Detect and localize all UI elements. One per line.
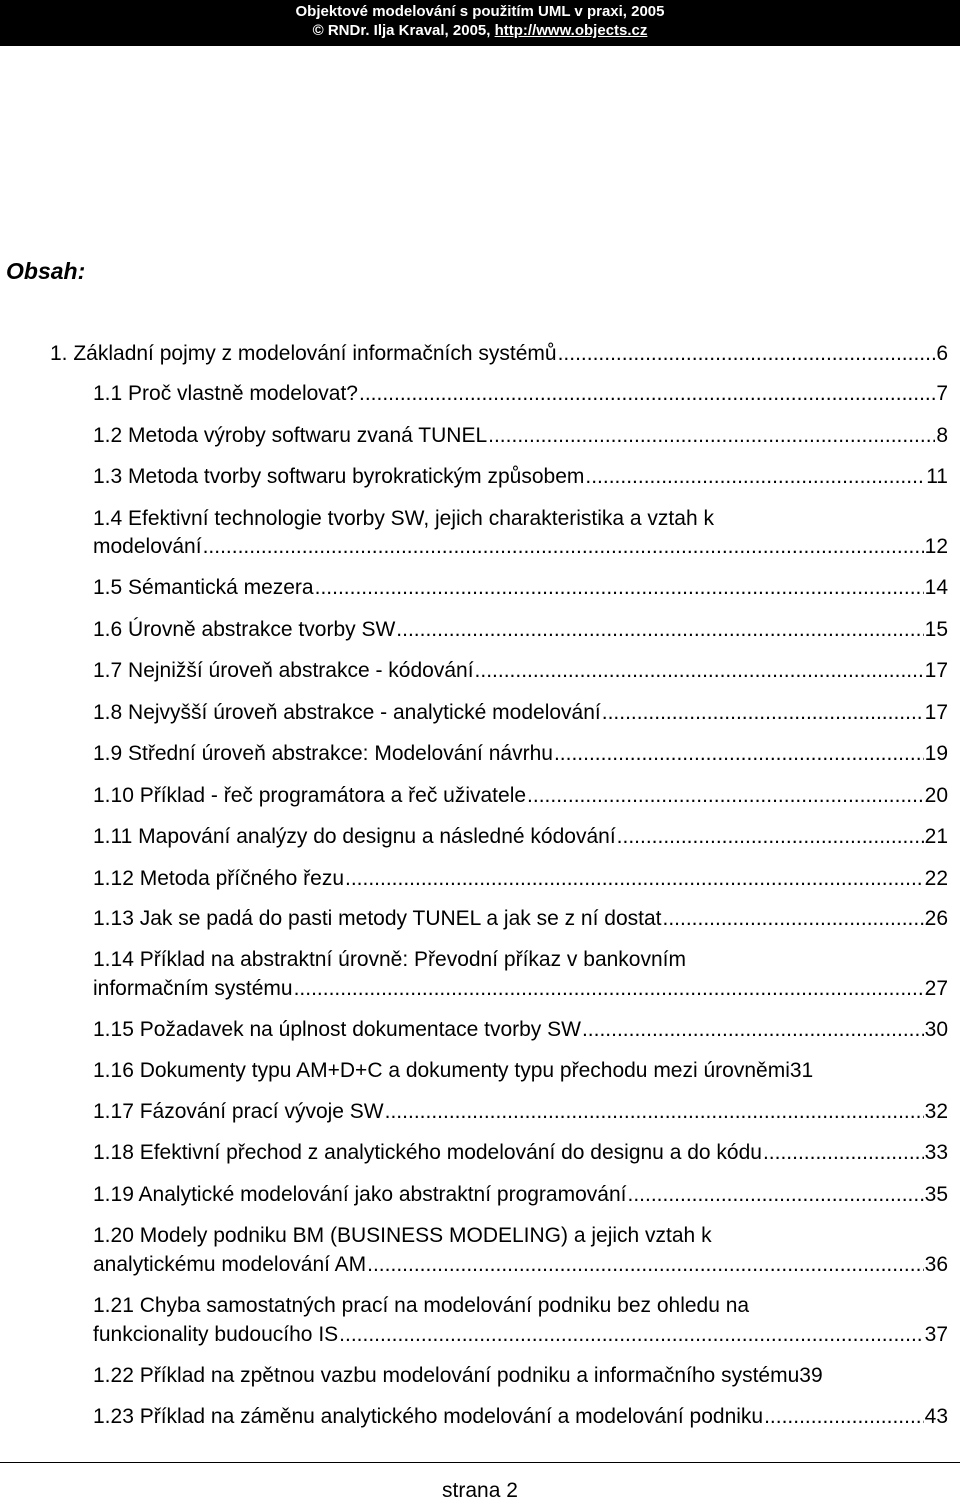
- toc-leader-dots: [764, 1404, 924, 1430]
- toc-leader-dots: [359, 381, 935, 407]
- toc-leader-dots: [602, 700, 924, 726]
- toc-entry-page: 11: [926, 465, 948, 488]
- toc-entry-text: 1.15 Požadavek na úplnost dokumentace tvorby SW: [93, 1018, 581, 1041]
- toc-entry-text: 1.10 Příklad - řeč programátora a řeč uživatele: [93, 784, 527, 807]
- toc-leader-dots: [558, 341, 936, 367]
- toc-entry[interactable]: [93, 1363, 956, 1389]
- toc-leader-dots: [488, 423, 935, 449]
- toc-entry-page: 7: [936, 382, 948, 405]
- toc-entry-text: 1.8 Nejvyšší úroveň abstrakce - analytické modelování: [93, 701, 601, 724]
- toc-entry-page: 37: [924, 1323, 948, 1346]
- toc-entry[interactable]: [93, 1252, 948, 1278]
- toc-entry-text: 1.9 Střední úroveň abstrakce: Modelování návrhu: [93, 742, 553, 765]
- toc-leader-dots: [475, 658, 924, 684]
- toc-entry-page: 27: [924, 977, 948, 1000]
- header-copyright: © RNDr. Ilja Kraval, 2005,: [312, 22, 495, 39]
- toc-leader-dots: [627, 1182, 923, 1208]
- toc-leader-dots: [663, 906, 924, 932]
- toc-entry-page: 12: [924, 535, 948, 558]
- toc-entry-first-line[interactable]: 1.4 Efektivní technologie tvorby SW, jejich charakteristika a vztah k: [93, 507, 714, 530]
- toc-entry[interactable]: [93, 534, 948, 560]
- toc-leader-dots: [582, 1017, 924, 1043]
- toc-entry-page: 22: [924, 867, 948, 890]
- toc-entry-text: 1.5 Sémantická mezera: [93, 576, 314, 599]
- toc-entry-first-line[interactable]: 1.20 Modely podniku BM (BUSINESS MODELING) a jejich vztah k: [93, 1224, 712, 1247]
- document-header: [0, 0, 960, 46]
- toc-leader-dots: [339, 1322, 923, 1348]
- toc-entry-page: 8: [936, 424, 948, 447]
- toc-entry-text: 1. Základní pojmy z modelování informačních systémů: [50, 342, 557, 365]
- toc-entry-text: 1.2 Metoda výroby softwaru zvaná TUNEL: [93, 424, 488, 447]
- toc-entry-text: 1.6 Úrovně abstrakce tvorby SW: [93, 618, 396, 641]
- toc-entry[interactable]: [93, 1099, 948, 1125]
- toc-leader-dots: [763, 1140, 924, 1166]
- toc-entry-page: 14: [924, 576, 948, 599]
- toc-entry-page: 43: [924, 1405, 948, 1428]
- toc-entry[interactable]: [93, 741, 948, 767]
- toc-entry[interactable]: [93, 783, 948, 809]
- toc-entry-text: 1.23 Příklad na záměnu analytického modelování a modelování podniku: [93, 1405, 764, 1428]
- toc-entry-page: 17: [924, 701, 948, 724]
- toc-entry-first-line[interactable]: 1.21 Chyba samostatných prací na modelování podniku bez ohledu na: [93, 1294, 750, 1317]
- toc-entry-page: 31: [789, 1059, 814, 1082]
- toc-entry[interactable]: [93, 381, 948, 407]
- toc-leader-dots: [585, 464, 925, 490]
- toc-entry[interactable]: [93, 976, 948, 1002]
- toc-entry-text: 1.19 Analytické modelování jako abstraktní programování: [93, 1183, 627, 1206]
- toc-entry-text: modelování: [93, 535, 202, 558]
- toc-entry[interactable]: [93, 1017, 948, 1043]
- toc-leader-dots: [345, 866, 924, 892]
- toc-entry-text: 1.18 Efektivní přechod z analytického modelování do designu a do kódu: [93, 1141, 762, 1164]
- toc-entry[interactable]: [93, 1404, 948, 1430]
- toc-title: Obsah:: [6, 258, 86, 284]
- toc-entry-text: 1.11 Mapování analýzy do designu a následné kódování: [93, 825, 616, 848]
- toc-entry[interactable]: [93, 700, 948, 726]
- toc-entry-text: funkcionality budoucího IS: [93, 1323, 339, 1346]
- header-title: Objektové modelování s použitím UML v praxi, 2005: [295, 3, 665, 20]
- header-url-link[interactable]: http://www.objects.cz: [494, 22, 648, 39]
- toc-entry[interactable]: [93, 1322, 948, 1348]
- toc-leader-dots: [367, 1252, 924, 1278]
- toc-entry[interactable]: [93, 464, 948, 490]
- toc-entry[interactable]: [93, 1058, 950, 1084]
- toc-entry[interactable]: [93, 1182, 948, 1208]
- toc-entry[interactable]: [93, 866, 948, 892]
- toc-entry-page: 19: [924, 742, 948, 765]
- toc-entry-page: 20: [924, 784, 948, 807]
- toc-entry[interactable]: [93, 617, 948, 643]
- page-number: strana 2: [442, 1479, 518, 1502]
- toc-leader-dots: [315, 575, 924, 601]
- toc-entry-text: 1.3 Metoda tvorby softwaru byrokratickým způsobem: [93, 465, 585, 488]
- toc-entry[interactable]: [93, 1140, 948, 1166]
- toc-entry-text: analytickému modelování AM: [93, 1253, 367, 1276]
- toc-entry-text: 1.22 Příklad na zpětnou vazbu modelování podniku a informačního systému: [93, 1364, 800, 1387]
- toc-entry[interactable]: [93, 906, 948, 932]
- toc-entry[interactable]: [93, 423, 948, 449]
- toc-leader-dots: [554, 741, 924, 767]
- toc-leader-dots: [203, 534, 924, 560]
- toc-entry-page: 17: [924, 659, 948, 682]
- toc-entry-text: informačním systému: [93, 977, 293, 1000]
- toc-entry[interactable]: [50, 341, 948, 367]
- toc-entry-text: 1.12 Metoda příčného řezu: [93, 867, 344, 890]
- toc-entry-page: 6: [936, 342, 948, 365]
- toc-entry-text: 1.7 Nejnižší úroveň abstrakce - kódování: [93, 659, 474, 682]
- toc-entry[interactable]: [93, 658, 948, 684]
- toc-leader-dots: [396, 617, 923, 643]
- toc-entry-page: 21: [924, 825, 948, 848]
- toc-entry-page: 36: [924, 1253, 948, 1276]
- toc-entry-text: 1.1 Proč vlastně modelovat?: [93, 382, 358, 405]
- toc-leader-dots: [527, 783, 924, 809]
- toc-entry-text: 1.13 Jak se padá do pasti metody TUNEL a jak se z ní dostat: [93, 907, 662, 930]
- toc-entry-page: 39: [799, 1364, 823, 1387]
- header-copyright-line: [0, 21, 960, 40]
- footer-divider: [0, 1462, 960, 1463]
- toc-leader-dots: [617, 824, 924, 850]
- toc-leader-dots: [294, 976, 924, 1002]
- toc-entry[interactable]: [93, 575, 948, 601]
- toc-entry-page: 35: [924, 1183, 948, 1206]
- toc-entry-page: 33: [924, 1141, 948, 1164]
- toc-entry-page: 26: [924, 907, 948, 930]
- toc-entry-page: 15: [924, 618, 948, 641]
- toc-entry-first-line[interactable]: 1.14 Příklad na abstraktní úrovně: Převodní příkaz v bankovním: [93, 948, 686, 971]
- toc-entry-page: 32: [924, 1100, 948, 1123]
- toc-entry[interactable]: [93, 824, 948, 850]
- toc-leader-dots: [385, 1099, 924, 1125]
- toc-entry-page: 30: [924, 1018, 948, 1041]
- toc-entry-text: 1.16 Dokumenty typu AM+D+C a dokumenty typu přechodu mezi úrovněmi: [93, 1059, 790, 1082]
- toc-entry-text: 1.17 Fázování prací vývoje SW: [93, 1100, 384, 1123]
